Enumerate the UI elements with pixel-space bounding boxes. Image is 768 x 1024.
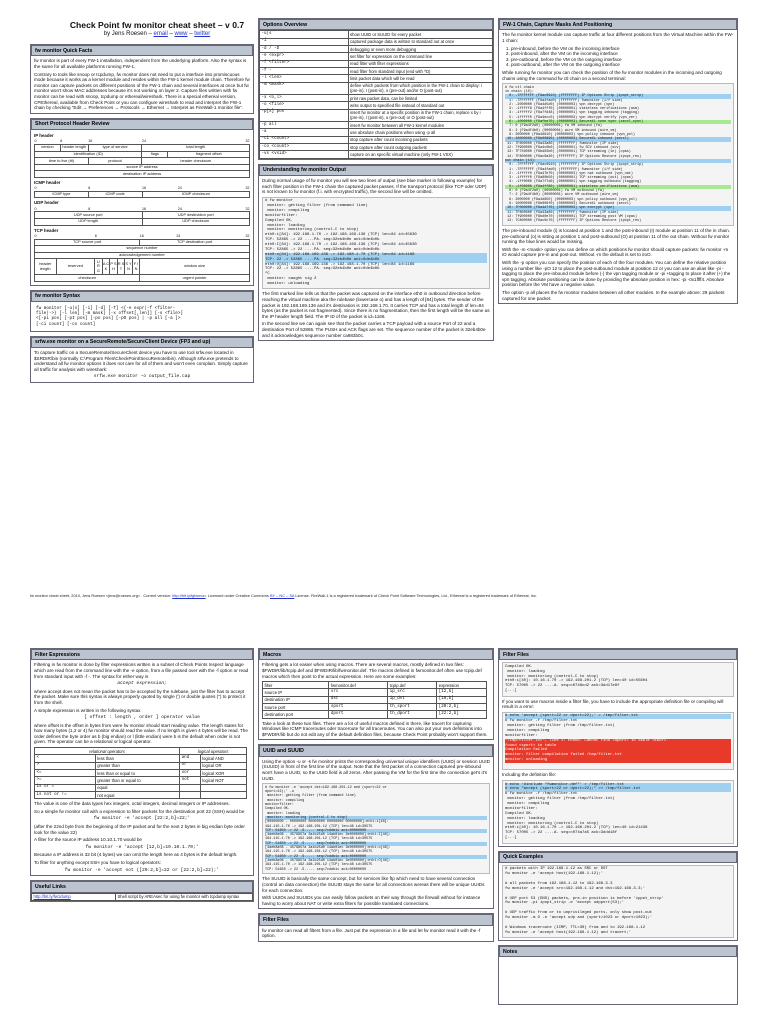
code-line: found <sport> in table bbox=[505, 744, 731, 749]
fw1-chain-p5: With the -p option you can specify the position of each of the four modules. You can define the relative position using a number like -pO 12 to place the post-outbound module at position 12 or you can use an alias like -pi -tagging to place the pre-inbound module before (-) the vpn tagging module or -pi +tagging to place it after (+) the vpn tagging. Absolute positioning can be done by providing the absolute position in hex: -pi -0x1ffff4. Absolute position before the VM have a negative value. bbox=[502, 260, 731, 288]
code-line: 5: -1f00000 (F9a4ff80) (00000001) stateless verifications (asm) bbox=[505, 185, 731, 189]
title-author: by Jens Roesen – bbox=[103, 31, 152, 38]
code-line: monitor: monitoring (control-C to stop) bbox=[265, 228, 359, 233]
udp-header-table: 0 8 16 24 32 UDP source port UDP destination port UDP length UDP checksum bbox=[34, 206, 250, 224]
option-description: read filter with filter expressions bbox=[348, 60, 492, 67]
code-line: 4: -1ff0000 (F9a7f7d0) (00000001) vpn tagging outbound (tagging) bbox=[505, 180, 642, 185]
code-line: monitor: caught sig 2 bbox=[265, 277, 317, 282]
column-3 bbox=[498, 18, 738, 304]
option-flag: -m <mask> bbox=[260, 82, 349, 94]
fw1-chain-p3: The pre-inbound module (i) is located at position 1 and the post-inbound (I) module at position 11 of the in chain. pre-outbound (o) is sitting at position 1 and post-outbound (O) at position 11 of the out chain. Without fw monitor running the blue lines would be missing. bbox=[502, 228, 730, 245]
option-description: set filter for expression on the command line bbox=[348, 53, 492, 60]
code-line: monitor: loading bbox=[265, 811, 301, 816]
srfw-command: srfw.exe monitor –o output_file.cap bbox=[93, 374, 191, 380]
code-line: monitor: compiling bbox=[505, 728, 550, 733]
option-flag: -o <file> bbox=[260, 102, 349, 109]
filter-files-code-3 bbox=[502, 780, 734, 844]
code-line: eth0:i[84]: 192.168.1.70 -> 192.168.169.136 (TCP) len=84 id=45630 bbox=[265, 233, 417, 238]
icmp-header-table: 0 8 16 24 32 ICMP type ICMP code ICMP checksum bbox=[34, 186, 250, 197]
useful-links-header: Useful Links bbox=[31, 881, 253, 892]
quick-examples-header: Quick Examples bbox=[499, 852, 737, 863]
quick-facts-p2: Contrary to tools like snoop or tcpdump, fw monitor does not need to put a interface into promiscuous mode because it works as a kernel module and resides within the FW-1 kernel module chain. Therefore fw monitor can capture packets on different positions of the FW-1 chain and several interfaces at once but fw monitor won't show MAC addresses because it's not working on layer 2. Capture files written with fw monitor can be read with snoop, tcpdump or ethereal/wireshark. There is a special ethereal version, CPEthereal, available from Check Point or you can configure wireshark to read and interpret the FW-1 chain by checking "Edit → Preferences → Protocols → Ethernet → Interpret as FireWall-1 monitor file". bbox=[34, 71, 250, 111]
uuid-p2: The SUUID is basically the same concept, but for services like ftp which need to have several connection (control an data connection) the SUUID stays the same for all connections wereas there will be unique UUIDs for each connection. bbox=[262, 876, 485, 893]
code-line: dport=22);' -u bbox=[265, 790, 294, 794]
code-line: eth0:I[84]: 192.168.1.70 -> 192.168.169.136 (TCP) len=84 id=45630 bbox=[265, 243, 417, 248]
option-flag: -f <filter> bbox=[260, 60, 349, 67]
table-row bbox=[260, 129, 493, 136]
quick-facts-section bbox=[30, 44, 254, 114]
code-line bbox=[505, 763, 731, 768]
fw1-chain-section bbox=[498, 18, 738, 304]
ip-header-title: IP header bbox=[34, 133, 54, 139]
code-line: 3: -1fffff8 (F9a4fff0) (00000001) stateless verifications (asm) bbox=[505, 107, 640, 112]
code-line: 1: -7FFFFFFF (F9a4fad0) (FFFFFFFF) fwmonitor (i/f side) bbox=[505, 98, 623, 103]
code-line: TCP: 51650 -> 22 .S..... seq=7cddb1c ack=00000000 bbox=[265, 842, 487, 846]
p2-column-1 bbox=[30, 648, 254, 902]
code-line: TCP: 51650 -> 22 .S..... seq=7cddb1c ack=00000000 bbox=[265, 855, 487, 859]
filter-files-p2: Including the definition file: bbox=[502, 772, 557, 778]
filter-expr-code-4: fw monitor -e 'accept [12,b]=10.10.1.70;' bbox=[85, 844, 199, 850]
code-line: 1: -7FFFFFFF (F9a4fad0) (FFFFFFFF) fwmonitor (i/f side) bbox=[505, 167, 623, 172]
code-line: 0: -7FFFFFFF (F9ac0910) (FFFFFFFF) IP Options Strip (ipopt_strip) bbox=[505, 163, 644, 168]
code-line: monitor: unloading bbox=[265, 282, 310, 287]
column-2 bbox=[258, 18, 494, 341]
filter-expr-section bbox=[30, 648, 254, 876]
code-line: 14: 7F800000 (F9ac0a30) (FFFFFFFF) IP Options Restore (ipopt_res) bbox=[505, 154, 642, 159]
quick-facts-header: fw monitor Quick Facts bbox=[31, 45, 253, 56]
filter-expr-code-5: fw monitor -e 'accept not ([20:2,b]=22 or [22:2,b]=22);' bbox=[64, 867, 220, 873]
code-line: 12: 7f900000 (F9bd0e70) (00000001) TCP streaming post VM (cpas) bbox=[505, 214, 638, 219]
tcp-header-title: TCP header bbox=[34, 227, 59, 233]
option-flag: -co <count> bbox=[260, 143, 349, 150]
filter-files-section bbox=[498, 648, 738, 847]
filter-expr-p1: Filtering in fw monitor is done by filter expressions written in a subset of Check Points Inspect language which are read from the command line with the -e option, from a file passed over with the -f option or read from standard input with -f -. The syntax for either way is bbox=[34, 662, 249, 679]
code-line: monitor: getting filter (from /tmp/filter.txt) bbox=[505, 797, 615, 802]
filter-files-code-1: Compiled OK. monitor: loading monitor: monitoring (control-C to stop) eth0:i[40]: 10.16.1.70 -> 192.168.201.2 (TCP) len=40 id=55604 TCP: 57005 -> 22 ....A. seq=c0748cd2 ack=3dd17e8f [...] bbox=[502, 662, 734, 696]
filter-files-header: Filter Files bbox=[499, 649, 737, 660]
code-line: out chain (14): bbox=[505, 159, 731, 163]
list-item: 3. pre-outbound, before the VM on the outgoing interface bbox=[511, 57, 734, 63]
code-line: eth0:O[84]: 192.168.169.136 -> 192.168.1.70 (TCP) len=84 id=1166 bbox=[265, 262, 415, 267]
code-line: 3: -1fffff0 (F9a80b50) (00000001) TCP streaming (out) (cpas) bbox=[505, 176, 633, 181]
understanding-section bbox=[258, 164, 494, 342]
macros-p2: Take a look at these two files. There are a lot of useful macros defined in there, like tracert for capturing Windows like ICMP traceroutes oder traceroute for all traceroutes. You can also put your own definitions into $FWDIR/lib but do not edit any of the default definition files, because Check Point probably won't support them. bbox=[262, 720, 488, 737]
title-main: Check Point fw monitor cheat sheet – v 0.7 bbox=[69, 20, 245, 30]
option-description: use absolute chain positions when using -p all bbox=[348, 129, 492, 136]
code-line: # fw monitor -f /tmp/filter.txt bbox=[505, 719, 578, 724]
option-flag: -a bbox=[260, 129, 349, 136]
protocol-review-section bbox=[30, 118, 254, 286]
code-line: monitorfilter: bbox=[265, 802, 294, 807]
code-line: TCP: 22 -> 52865 ....PA. seq=32eb4b0e ack=0de4b0b bbox=[265, 267, 380, 272]
table-row bbox=[260, 102, 493, 109]
filter-expr-code-3: fw monitor -e 'accept [22:2,b]=22;' bbox=[93, 816, 191, 822]
filter-expr-code-1: accept expression; bbox=[117, 681, 167, 687]
macros-table: filter fwmonitor.def tcpip.def expression source IP src ip_src [12,b] destination IP dst ip_dst [16,b] source port sport th_sport [20:2,b] destination port dport th_dport [22:2,b] bbox=[262, 681, 487, 719]
code-line: TCP: 52865 -> 22 ....PA. seq=32eb4b0e ack=0de4b0b bbox=[265, 238, 380, 243]
option-flag: -p[x] pos bbox=[260, 109, 349, 121]
table-row bbox=[260, 67, 493, 74]
uuid-p3: With UUIDs and SUUIDs you can easily follow packets on their way through the firewall without for instance having to worry about NAT or write extra filters for possible translated connections. bbox=[262, 895, 481, 906]
syntax-code: fw monitor [-u|s] [-i] [-d] [-T] <{-e expr|-f <filter- file|->} [-l len] [-m mask] [-x offset[,len]] [-o <file>] <[-pi pos] [-pI pos] [-po pos] [-pO pos] | -p all [-a ]> [-ci count] [-co count] bbox=[34, 304, 250, 328]
code-line: 9: 10000000 (F9b008f0) (00000003) SecureXL outbound (secxl) bbox=[505, 202, 631, 207]
code-line: 13: 7F750000 (F9bd02b0) (00000001) TCP streaming (in) (cpas) bbox=[505, 150, 631, 155]
useful-links-table: http://bit.ly/fw1dump Shell script by AREAsec for using fw monitor with tcpdump syntax bbox=[31, 893, 253, 901]
page-footer: fw monitor cheat sheet, 2010, Jens Roesen <jens@roesen.org> . Current version: http://bit.ly/fgfwmon. Licensed under Creative Commons BY – NC – SA License. FireWall-1 is a registered trademark of Check Point Software Technologies, Ltd., Ethereal is a registered trademark of Ethereal, Inc. bbox=[30, 593, 537, 598]
uuid-header: UUID and SUUID bbox=[259, 745, 493, 756]
code-line: Compiled OK. bbox=[265, 807, 290, 812]
filter-files-bottom-section bbox=[258, 913, 494, 942]
table-row bbox=[260, 109, 493, 121]
options-table bbox=[259, 30, 493, 158]
fw1-positions-list bbox=[511, 46, 734, 68]
code-line: monitor: compiling bbox=[505, 802, 550, 806]
option-description: capture on an specific virtual machine (only FW-1 VSX) bbox=[348, 151, 492, 158]
tcp-header-table: 0 8 16 24 32 TCP source port TCP destination port sequence number acknowledgement number header length reserved U R G A C K P S H R S T S Y N F I N window size checksum urgent pointer bbox=[34, 233, 250, 280]
code-line: monitor: getting filter (from /tmp/filter.txt) bbox=[505, 724, 615, 729]
table-row bbox=[260, 38, 493, 45]
code-line: monitor: monitoring (control-C to stop) bbox=[505, 821, 599, 826]
table-row bbox=[260, 82, 493, 94]
code-line: 194.115.1.70 -> 192.168.201.12 (TCP) len=48 id=30575 bbox=[265, 850, 373, 855]
table-row bbox=[260, 122, 493, 129]
ip-header-table: 0 8 16 24 32 version header length type of service total length identification (ID) flags fragment offset time to live (ttl) protocol header checksum source IP address destination IP address bbox=[34, 139, 250, 176]
code-line: # echo '#include "fwmonitor.def"' > /tmp/filter.txt bbox=[505, 783, 731, 788]
filter-expr-p10: To filter for anything except SSH you have to logical operators: bbox=[34, 860, 161, 865]
www-link[interactable]: www bbox=[174, 31, 188, 38]
license-link[interactable]: BY – NC – SA bbox=[269, 593, 295, 598]
code-line: 11: 7F800000 (F9a43a80) (FFFFFFFF) fwmonitor (IP side) bbox=[505, 210, 619, 215]
option-flag: -u|s bbox=[260, 31, 349, 38]
code-line: monitor: getting filter (from command line) bbox=[265, 794, 356, 799]
option-description: stop capture after count outgoing packets bbox=[348, 143, 492, 150]
code-line: monitor: getting filter (from command line) bbox=[265, 204, 368, 209]
option-description: read filter from standard input (end with ^D) bbox=[348, 67, 492, 74]
email-link[interactable]: email bbox=[153, 31, 168, 38]
column-1 bbox=[30, 44, 254, 383]
srfw-section bbox=[30, 336, 254, 383]
code-line: [...] bbox=[505, 836, 517, 841]
sheet-title: Check Point fw monitor cheat sheet – v 0.7 by Jens Roesen – email – www – twitter bbox=[32, 20, 282, 39]
notes-section bbox=[498, 945, 738, 1005]
option-flag: -f - bbox=[260, 67, 349, 74]
p2-column-2 bbox=[258, 648, 494, 942]
code-line: 6: -1000000 (F9afbe70) (00000003) SecureXL conn sync (secxl_sync) bbox=[505, 120, 731, 124]
understanding-p3: In the second line we can again see that the packet carries a TCP payload with a source Port of 22 and a destination Port of 52865. The PUSH and ACK flags are set. The sequence number of the packet is 32eb4b0e and it acknowledges sequence number ca983b0c. bbox=[262, 321, 486, 338]
code-line: monitor: compiling bbox=[265, 798, 305, 803]
code-line: 13: 7C800000 (F9ac0c70) (FFFFFFFF) IP Options Restore (ipopt_res) bbox=[505, 219, 642, 224]
p2-column-3 bbox=[498, 648, 738, 1005]
code-line: TCP: 22 -> 52865 ....PA. seq=32eb4b0e ack=0de4b0b bbox=[265, 258, 487, 263]
code-line: [00000000 - 00000000 00000000 00000000 00000000]:eth1:i[48]: bbox=[265, 820, 389, 825]
code-line: TCP: 57005 -> 22 ....A. seq=c074a7a5 ack=3ddd18f bbox=[505, 831, 618, 836]
code-line: monitor: unloading bbox=[505, 758, 731, 763]
code-line: 2: -1fffff0 (F9a47b70) (00000003) vpn nat outbound (vpn_nat) bbox=[505, 171, 633, 176]
code-line: # fw monitor bbox=[265, 199, 294, 204]
uuid-code bbox=[262, 783, 490, 874]
code-line: eth0:i[40]: 10.16.1.70 -> 192.168.201.2 (TCP) len=40 id=21438 bbox=[505, 826, 648, 831]
syntax-section bbox=[30, 290, 254, 332]
option-description: debugging or even more debugging bbox=[348, 45, 492, 52]
fw1-chain-p2: While running fw monitor you can check the position of the fw monitor modules in the incoming and outgoing chains using the command fw ctl chain on a second terminal: bbox=[502, 69, 722, 81]
filter-files-bottom-header: Filter Files bbox=[259, 914, 493, 925]
useful-links-section bbox=[30, 880, 254, 902]
code-line: [4aeb8a08 - 4579857a 3a1b25d0 14ab01ec 3e0000000]:eth1:o[48]: bbox=[265, 846, 391, 851]
quick-examples-section bbox=[498, 851, 738, 942]
code-line: "/tmp/filter.txt", line 1: ERROR: Cannot find <dport> in table <kbuf>. bbox=[505, 739, 731, 744]
icmp-header-title: ICMP header bbox=[34, 179, 61, 185]
code-line: [4aeb8a08 - 4579857a 3a1b25d0 14ab01ec 3e0000000]:eth1:O[48]: bbox=[265, 859, 391, 863]
table-row bbox=[260, 136, 493, 143]
protocol-review-header: Short Protocol Header Review bbox=[31, 119, 253, 130]
code-line: # echo 'accept (sport=22 or dport=22);' > /tmp/filter.txt bbox=[505, 714, 731, 719]
code-line: ^C bbox=[265, 272, 270, 277]
code-line: 4: -1fffff2 (F9a7fd48) (00000001) vpn tagging inbound (tagging) bbox=[505, 111, 640, 116]
list-item: 1. pre-inbound, before the VM on the incoming interface bbox=[511, 46, 734, 52]
udp-header-title: UDP header bbox=[34, 200, 59, 206]
code-line: 194.115.1.70 -> 192.168.201.12 (TCP) len=48 id=30575 bbox=[265, 863, 373, 868]
table-row bbox=[260, 53, 493, 60]
understanding-header: Understanding fw monitor Output bbox=[259, 165, 493, 176]
uuid-section bbox=[258, 744, 494, 909]
filter-expr-header: Filter Expressions bbox=[31, 649, 253, 660]
filter-expr-p3: A simple expression is written in the following syntax bbox=[34, 707, 141, 713]
option-description: captured package data is written to standard out at once bbox=[348, 38, 492, 45]
filter-expr-code-2: [ offset : length , order ] operator value bbox=[84, 715, 200, 721]
code-line: 10: 7F000000 (F9a4d7f0) (00000003) vpn encrypt (vpn) bbox=[505, 206, 731, 210]
option-description: insert fw monitor at a specific position in the FW-1 chain, replace x by i (pre-in), I (post-in), o (pre-out) or O (post-out) bbox=[348, 109, 492, 121]
fw1-chain-p4: With the -m <mask> option you can define on which positions fw monitor should capture packets: fw monitor -m iO would capture pre-in and post-out. Without -m the default is set to iIoO. bbox=[502, 246, 729, 258]
code-line: Compiled OK. bbox=[265, 218, 294, 223]
table-row bbox=[260, 94, 493, 101]
filter-expr-p5: The value is one of the data types hex integers, octal integers, decimal integers or IP addresses. bbox=[34, 801, 230, 807]
option-description: show UUID or SUUID for every packet bbox=[348, 31, 492, 38]
filter-expr-p2: where accept does not mean the packet has to be accepted by the rulebase, just the filter has to accept the packet. Make sure this syntax is always properly quoted by single (') or double quotes (") to protect it from the shell. bbox=[34, 688, 246, 705]
srfw-p1: To capture traffic on a SecureRemote/SecureClient device you have to use tool srfw.exe located in $SRDIR\bin (normally C:\Program Files\CheckPoint\SecuRemote\bin). Although srfw.exe pretends to understand all fw monitor options it does not care for all of them and won't even complain. Simply capture all traffic for analysis with wireshark: bbox=[34, 349, 248, 372]
code-line: monitorfilter: bbox=[505, 733, 538, 738]
code-line: monitorfilter: bbox=[505, 806, 538, 811]
code-line: 194.115.1.70 -> 192.168.201.12 (TCP) len=48 id=30575 bbox=[265, 837, 373, 842]
quick-facts-p1: fw monitor is part of every FW-1 installation, independent from the underlying platform. Also the syntax is the same for all available platforms running FW-1. bbox=[34, 58, 247, 69]
table-row bbox=[260, 60, 493, 67]
table-row bbox=[260, 75, 493, 82]
code-line: Compiled OK. bbox=[505, 811, 534, 816]
option-flag: -vs <vsid> bbox=[260, 151, 349, 158]
option-flag: -e <expr> bbox=[260, 53, 349, 60]
srfw-header: srfw.exe monitor on a SecureRemote/SecureClient Device (FP3 and up) bbox=[31, 337, 253, 348]
code-line: monitor: monitoring (control-C to stop) bbox=[265, 816, 487, 820]
filter-files-bottom-p1: fw monitor can read all filters from a file. Just put the expression in a file and let fw monitor read it with the -f option. bbox=[262, 927, 481, 939]
code-line: monitorfilter: bbox=[265, 213, 298, 218]
code-line: monitor: loading bbox=[265, 223, 305, 228]
filter-files-code-2 bbox=[502, 712, 734, 771]
table-row bbox=[260, 45, 493, 52]
option-description: limit packet data which will be read bbox=[348, 75, 492, 82]
macros-header: Macros bbox=[259, 649, 493, 660]
list-item: 2. post-inbound, after the VM on the incoming interface bbox=[511, 51, 734, 57]
code-line: 6: 0 (F9a4f2a0) (00000001) fw VM outbound (fw) bbox=[505, 189, 605, 194]
list-item: 4. post-outbound, after the VM on the outgoing interface bbox=[511, 62, 734, 68]
code-line: 194.115.1.70 -> 192.168.201.12 (TCP) len=48 id=30575 bbox=[265, 824, 373, 829]
option-flag: -p all bbox=[260, 122, 349, 129]
fw-ctl-chain-code bbox=[502, 83, 734, 226]
version-link[interactable]: http://bit.ly/fgfwmon bbox=[172, 593, 206, 598]
code-line: 8: 2000000 (F9a4d650) (00000003) vpn policy outbound (vpn_pol) bbox=[505, 197, 638, 202]
option-description: write output to specified file instead of standard out bbox=[348, 102, 492, 109]
code-line: TCP: 52865 -> 22 ....PA. seq=32eb4b0e ack=0de4b0b bbox=[265, 247, 380, 252]
options-section bbox=[258, 18, 494, 160]
option-flag: -x <o,l> bbox=[260, 94, 349, 101]
code-line: [4aeb8a08 - 4579857a 3a1b25d0 14ab01ec 3e0000000]:eth1:I[48]: bbox=[265, 833, 391, 838]
code-line: 2: -2000000 (F9a4d5d0) (00000003) vpn decrypt (vpn) bbox=[505, 102, 615, 107]
code-line: 11: 7F800000 (F9a43a80) (FFFFFFFF) fwmonitor (IP side) bbox=[505, 141, 619, 146]
option-description: stop capture after count incoming packets bbox=[348, 136, 492, 143]
fw1-chain-p6: The option -p all places the fw monitor modules between all other modules. In the example above: 29 packets captured for one packet. bbox=[502, 290, 725, 301]
option-flag: -d / -D bbox=[260, 45, 349, 52]
code-line: 5: -1fffff0 (F9a4ecc0) (00000003) vpn decrypt verify (vpn_ver) bbox=[505, 115, 638, 120]
fw1-chain-header: FW-1 Chain, Capture Masks And Positioning bbox=[499, 19, 737, 30]
filter-expr-p6: So a simple fw monitor call with a expression to filter packets for the destination port 22 (SSH) would be bbox=[34, 808, 245, 814]
code-line: monitor: filter compilation failed /tmp/filter.txt bbox=[505, 753, 731, 758]
option-description: insert fw monitor between all FW-1 kernel modules bbox=[348, 122, 492, 129]
code-line: TCP: 51650 -> 22 .S..... seq=7cddb1c ack=00000000 bbox=[265, 829, 487, 833]
code-line: monitor: loading bbox=[505, 816, 545, 821]
twitter-link[interactable]: twitter bbox=[194, 31, 211, 38]
code-line: 12: 7f900000 (F9a4c0b0) (00000001) fw SCV inbound (scv) bbox=[505, 145, 621, 150]
uuid-p1: Using the option -u or -s fw monitor prints the corresponding universal unique identifiers (UUID) or session UUID (SUUID) in front of the first line of the output. Note that the first packet of a connection captured pre-inbound won't have a UUID, so the UUID field is all zeros. After passing the VM for the first time the connection get's it's UUID. bbox=[262, 758, 490, 781]
table-row bbox=[260, 31, 493, 38]
code-line: TCP: 51650 -> 22 .S..... seq=7cddb1c ack=00000000 bbox=[265, 867, 367, 872]
understanding-p1: During normal usage of fw monitor you will see two lines of output (see blue marker in following example) for each filter position in the FW-1 chain the captured packet passes. If the transport protocol (like TCP oder UDP) is not known to fw monitor (f.i. with encrypted traffic), the second line will be omitted. bbox=[262, 177, 487, 195]
filter-expr-p8: A filter for the source IP address 10.10.1.70 would be bbox=[34, 837, 142, 843]
macros-p1: Filtering gets a lot easier when using macros. There are several macros, mostly defined in two files: $FWDIR/lib/tcpip.def and $FWDIR/lib/fwmonitor.def. The macros defined in fwmonitor.def often use tcpip.def macros which then point to the actual expression. Here are some examples: bbox=[262, 662, 482, 679]
code-line: monitor: compiling bbox=[265, 208, 310, 213]
fw1-chain-p1: The fw monitor kernel module can capture traffic at four different positions from the Virtual Machine within the FW-1 chain: bbox=[502, 32, 734, 43]
option-flag: -ci <count> bbox=[260, 136, 349, 143]
table-row bbox=[260, 143, 493, 150]
code-line: eth0:o[84]: 192.168.169.136 -> 192.168.1.70 (TCP) len=84 id=1166 bbox=[265, 253, 487, 258]
macros-section bbox=[258, 648, 494, 740]
code-line: 0: -7FFFFFFF (F9ac0910) (FFFFFFFF) IP Options Strip (ipopt_strip) bbox=[505, 94, 731, 98]
code-line: 10: 10000000 (F9b00890) (00000003) SecureXL inbound (secxl) bbox=[505, 137, 731, 141]
understanding-code bbox=[262, 197, 490, 290]
table-row bbox=[260, 151, 493, 158]
code-line: # fw monitor -e 'accept dst=192.168.201.12 and (sport=22 or bbox=[265, 785, 387, 790]
code-line: 8: 2 (F9a4f4b0) (00000001) wire VM inbound (wire_vm) bbox=[505, 128, 617, 133]
filter-expr-p7: (after the 22nd byte from the beginning of the IP packet and for the next 2 bytes in big endian byte order look for the value 22) bbox=[34, 824, 245, 835]
code-line: # echo "accept (sport=22 or dport=22);" >> /tmp/filter.txt bbox=[505, 787, 731, 792]
filter-expr-p4: where offset is the offset in bytes from were fw monitor should start reading value. The length states for how many bytes (1,2 or 4) fw monitor should read the value. If no length is given 4 bytes will be read. The order defines the byte order as b (big endian) or l (little endian) were b is the default when order is not given. The operator can be a relational or logical operator. bbox=[34, 722, 248, 745]
code-line: in chain (15): bbox=[505, 89, 534, 94]
code-line: # fw monitor -f /tmp/filter.txt bbox=[505, 792, 578, 797]
operators-table: relational operators logical operators < less than and logical AND > greater than or logical OR <= less than or equal to xor logical XOR >= greater than or equal to not logical NOT is or = equal is not or != not equal bbox=[34, 747, 247, 799]
filter-expr-p9: Because a IP address is 32 bit (4 bytes) we can omit the length here as 4 bytes is the default length. bbox=[34, 852, 238, 858]
code-line: Compilation failed bbox=[505, 748, 731, 753]
quick-examples-code: # packets with IP 192.168.1.12 as SRC or DST fw monitor -e 'accept host(192.168.1.12);' # all packets from 192.168.1.12 to 192.168.3.3 fw monitor -e 'accept src=192.168.1.12 and dst=192.168.3.3;' # UDP port 53 (DNS) packets, pre-in position is before 'ippot_strip' fw monitor -pi ipopt_strip -e 'accept udpport(53);' # UDP traffic from or to unprivileged ports, only show post-out fw monitor -m O -e 'accept udp and (sport>1023 or dport>1023);' # Windows traceroute (ICMP, TTL<30) from and to 192.168.1.12 fw monitor -e 'accept host(192.168.1.12) and tracert;' bbox=[502, 865, 734, 938]
option-description: print raw packet data, can be limited bbox=[348, 94, 492, 101]
code-line: 9: 2000000 (F9a4d610) (00000003) vpn policy inbound (vpn_pol) bbox=[505, 133, 635, 138]
option-flag: -l <len> bbox=[260, 75, 349, 82]
option-description: define which packets from which position in the FW-1 chain to display: i (pre-in), I (post-in), o (pre-out) and/or O (post-out) bbox=[348, 82, 492, 94]
code-line: 7: 2 (F9a4f4b0) (00000001) wire VM outbound (wire_vm) bbox=[505, 193, 619, 198]
code-line: # fw ctl chain bbox=[505, 85, 534, 90]
syntax-header: fw monitor Syntax bbox=[31, 291, 253, 302]
options-header: Options Overview bbox=[259, 19, 493, 30]
fw1dump-link[interactable]: http://bit.ly/fw1dump bbox=[33, 894, 71, 900]
notes-header: Notes bbox=[499, 946, 737, 957]
code-line: 7: 0 (F9a4f2a0) (00000001) fw VM inbound (fw) bbox=[505, 124, 602, 129]
understanding-p2: The first marked line tells us that the packet was captured on the interface eth0 in outbound direction before reaching the virtual machine aka the rulebase (lowercase o) and has a length of [84] bytes. The sender of the packet is 192.168.169.136 and it's destination is 192.168.1.70. It carries TCP and has a total length of len=84 bytes (as the packet is not fragmented). Since there is no fragmentation, then the first length will be the same as the IP header length field. The IP ID of the packet is id=1166. bbox=[262, 291, 490, 319]
option-flag: -i bbox=[260, 38, 349, 45]
filter-files-p1: If you want to use macros inside a filter file, you have to include the appropriate definition file or compiling will result in a error: bbox=[502, 698, 724, 710]
